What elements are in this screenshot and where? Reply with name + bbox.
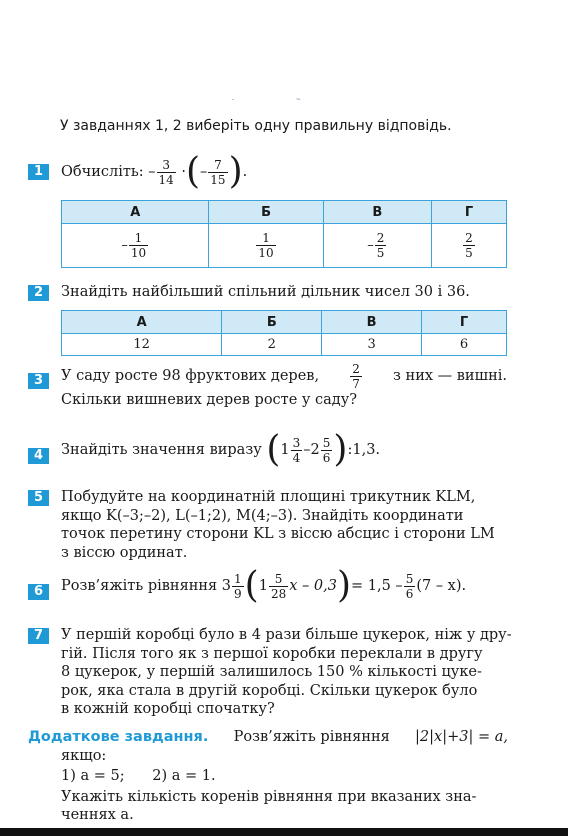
fraction: [269, 572, 288, 601]
task-3-line-2: Скільки вишневих дерев росте у саду?: [61, 392, 358, 408]
table-header-row: [62, 201, 507, 224]
task-6-text: Розв’яжіть рівняння: [61, 578, 218, 594]
period: .: [242, 164, 248, 180]
header-v: В: [323, 201, 431, 224]
extra-task-cases: 1) a = 5; 2) a = 1.: [61, 768, 216, 784]
task-4-number: 4: [28, 448, 49, 464]
fraction: [404, 572, 416, 601]
paren-close: ): [336, 565, 351, 606]
numerator: 5: [322, 435, 331, 450]
paren-close: ): [228, 151, 243, 192]
table-header-row: [62, 311, 507, 334]
task-2-text: Знайдіть найбільший спільний дільник чисел 30 і 36.: [61, 284, 470, 300]
denominator: 6: [322, 450, 331, 465]
numerator: 7: [208, 158, 227, 173]
denominator: 5: [376, 246, 385, 260]
header-b: Б: [209, 201, 323, 224]
whole-part: 2: [310, 442, 320, 458]
equals-part: = 1,5 –: [351, 578, 403, 594]
fraction: [157, 158, 176, 187]
fraction: [321, 436, 333, 465]
task-7-line-1: У першій коробці було в 4 рази більше цукерок, ніж у дру-: [61, 627, 512, 643]
answer-cell-g[interactable]: 6: [422, 334, 507, 356]
sign: –: [367, 238, 374, 253]
task-7-line-5: в кожній коробці спочатку?: [61, 701, 275, 717]
denominator: 10: [258, 246, 274, 260]
denominator: 14: [158, 172, 174, 187]
numerator: 1: [256, 231, 275, 246]
fraction: [208, 158, 227, 187]
task-5-number: 5: [28, 490, 49, 506]
task-3-line-1: [61, 362, 507, 391]
answer-cell-b[interactable]: [209, 224, 323, 268]
sign: –: [121, 238, 128, 253]
header-v: В: [322, 311, 422, 334]
fraction: [375, 231, 387, 260]
fraction: [232, 572, 244, 601]
denominator: 4: [292, 450, 301, 465]
paren-open: (: [186, 151, 201, 192]
answer-cell-a[interactable]: [62, 224, 209, 268]
minus-sign: –: [303, 442, 311, 458]
fraction: [256, 231, 275, 260]
answer-cell-b[interactable]: 2: [222, 334, 322, 356]
extra-task-line-1: [28, 728, 508, 747]
whole-part: 1: [258, 578, 268, 594]
task-1-text: Обчисліть:: [61, 164, 144, 180]
denominator: 6: [405, 586, 414, 601]
bottom-border: [0, 828, 568, 836]
table-row: [62, 334, 507, 356]
dot: ·: [181, 164, 186, 180]
fraction: [129, 231, 148, 260]
header-b: Б: [222, 311, 322, 334]
task-4: [61, 429, 381, 470]
task-5-line-4: з віссю ординат.: [61, 544, 188, 561]
numerator: 5: [405, 571, 414, 586]
task-7-line-2: гій. Після того як з першої коробки переклали в другу: [61, 645, 483, 662]
task-4-text: Знайдіть значення виразу: [61, 442, 262, 458]
extra-task: [28, 728, 508, 825]
task-7-line-4: рок, яка стала в другій коробці. Скільки цукерок було: [61, 682, 478, 699]
answer-cell-a[interactable]: 12: [62, 334, 222, 356]
whole-part: 3: [221, 578, 232, 594]
extra-task-line-2: якщо:: [61, 747, 107, 764]
fraction: [291, 436, 303, 465]
paren-open: (: [266, 429, 281, 470]
answer-table-2: [61, 310, 507, 356]
task-6: [61, 565, 467, 606]
minus-sign: –: [148, 164, 156, 180]
task-7-number: 7: [28, 628, 49, 644]
numerator: 3: [157, 158, 176, 173]
table-row: [62, 224, 507, 268]
extra-task-line-5: ченнях a.: [61, 807, 134, 823]
extra-task-heading: Додаткове завдання.: [28, 729, 209, 745]
header-g: Г: [431, 201, 506, 224]
denominator: 15: [210, 172, 226, 187]
task-3: [61, 362, 507, 410]
task-7-line-3: 8 цукерок, у першій залишилось 150 % кількості цуке-: [61, 664, 482, 680]
task-3-number: 3: [28, 373, 49, 389]
expression-middle: x – 0,3: [289, 578, 337, 594]
whole-part: 1: [280, 442, 290, 458]
denominator: 7: [352, 377, 360, 391]
task-4-tail: :1,3.: [347, 442, 381, 458]
task-5-line-2: якщо K(–3;–2), L(–1;2), M(4;–3). Знайдіть координати: [61, 507, 464, 524]
top-marks: - ~: [232, 96, 331, 103]
numerator: 2: [465, 231, 473, 245]
extra-task-line-4: Укажіть кількість коренів рівняння при вказаних зна-: [61, 788, 477, 805]
numerator: 1: [129, 231, 148, 246]
numerator: 3: [292, 435, 301, 450]
task-6-tail: (7 – x).: [416, 578, 467, 594]
header-a: А: [62, 201, 209, 224]
denominator: 28: [270, 586, 287, 601]
task-1-number: 1: [28, 164, 49, 180]
minus-sign: –: [200, 164, 208, 180]
extra-task-text: Розв’яжіть рівняння: [233, 729, 390, 745]
paren-close: ): [333, 429, 348, 470]
task-5-line-3: точок перетину сторони KL з віссю абсцис і сторони LM: [61, 526, 495, 542]
fraction: [463, 231, 475, 260]
numerator: 2: [376, 231, 385, 245]
numerator: 1: [234, 571, 242, 586]
task-5-line-1: Побудуйте на координатній площині трикутник KLM,: [61, 489, 476, 505]
denominator: 5: [465, 246, 473, 260]
numerator: 5: [269, 572, 288, 587]
task-2-number: 2: [28, 285, 49, 301]
header-a: А: [62, 311, 222, 334]
answer-cell-v[interactable]: [323, 224, 431, 268]
task-7: [61, 626, 512, 719]
task-3-text-b: з них — вишні.: [393, 368, 507, 385]
denominator: 9: [234, 586, 242, 601]
answer-cell-g[interactable]: [431, 224, 506, 268]
extra-task-equation: |2|x|+3| = a,: [415, 729, 508, 745]
task-6-number: 6: [28, 584, 49, 600]
numerator: 2: [352, 362, 360, 376]
paren-open: (: [244, 565, 259, 606]
denominator: 10: [130, 246, 147, 260]
fraction: [350, 362, 362, 391]
instructions: У завданнях 1, 2 виберіть одну правильну відповідь.: [60, 118, 452, 134]
answer-table-1: [61, 200, 507, 268]
header-g: Г: [422, 311, 507, 334]
task-5: [61, 488, 495, 562]
task-1: [61, 151, 248, 192]
task-3-text-a: У саду росте 98 фруктових дерев,: [61, 368, 320, 385]
answer-cell-v[interactable]: 3: [322, 334, 422, 356]
